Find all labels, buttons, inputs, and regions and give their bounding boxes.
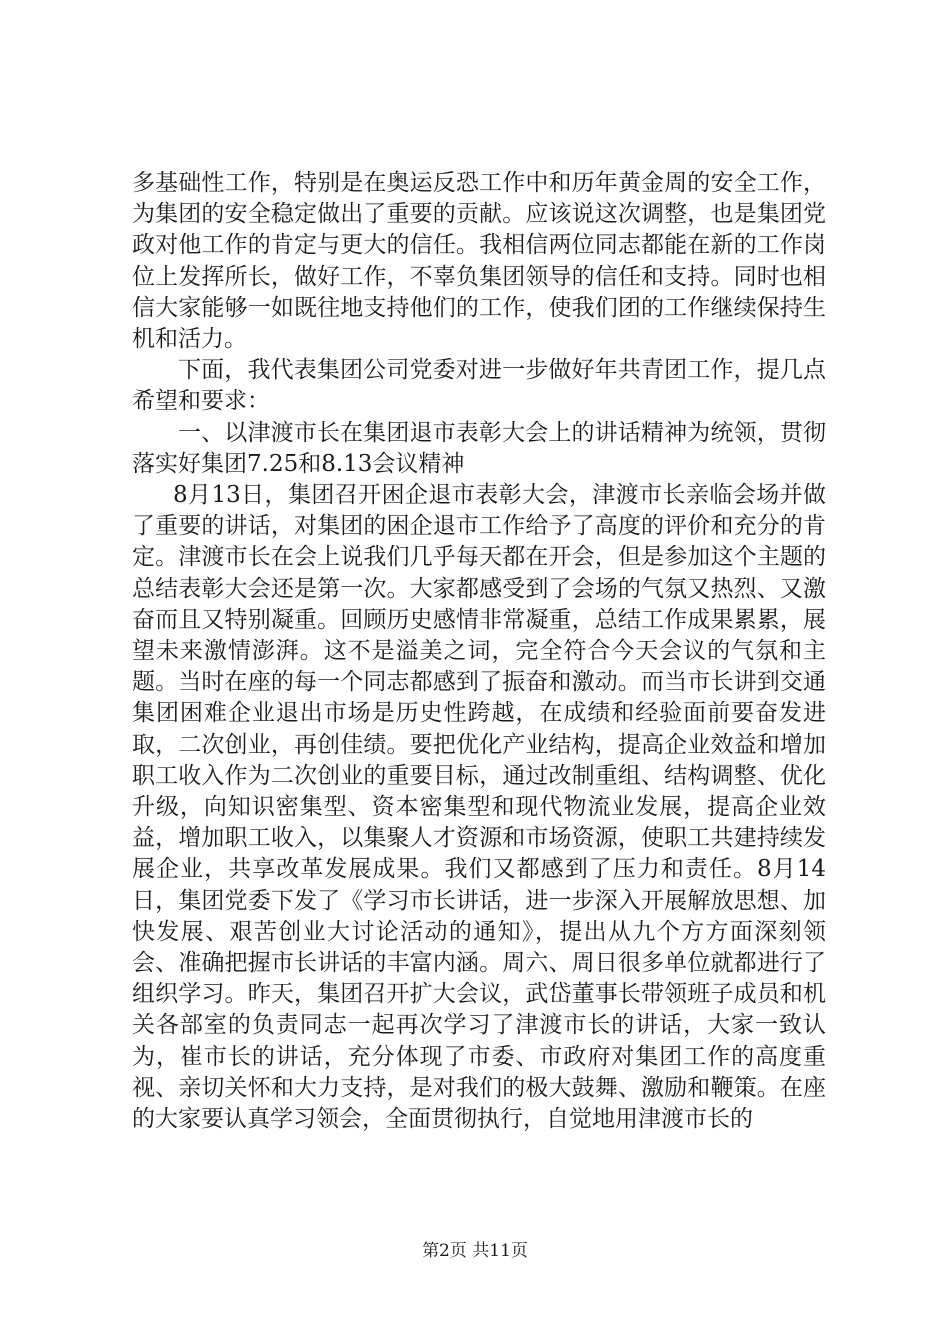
document-body [132,168,826,1135]
paragraph-intro-requirements: 下面，我代表集团公司党委对进一步做好年共青团工作，提几点希望和要求： [132,357,826,415]
page-number-footer: 第2页 共11页 [422,1241,528,1261]
section-heading-1: 一、以津渡市长在集团退市表彰大会上的讲话精神为统领，贯彻落实好集团7.25和8.13会议精神 [132,419,826,477]
paragraph-meeting-summary: 8月13日，集团召开困企退市表彰大会，津渡市长亲临会场并做了重要的讲话，对集团的困企退市工作给予了高度的评价和充分的肯定。津渡市长在会上说我们几乎每天都在开会，但是参加这个主题的总结表彰大会还是第一次。大家都感受到了会场的气氛又热烈、又激奋而且又特别凝重。回顾历史感情非常凝重，总结工作成果累累，展望未来激情澎湃。这不是溢美之词，完全符合今天会议的气氛和主题。当时在座的每一个同志都感到了振奋和激动。而当市长讲到交通集团困难企业退出市场是历史性跨越，在成绩和经验面前要奋发进取，二次创业，再创佳绩。要把优化产业结构，提高企业效益和增加职工收入作为二次创业的重要目标，通过改制重组、结构调整、优化升级，向知识密集型、资本密集型和现代物流业发展，提高企业效益，增加职工收入，以集聚人才资源和市场资源，使职工共建持续发展企业，共享改革发展成果。我们又都感到了压力和责任。8月14日，集团党委下发了《学习市长讲话，进一步深入开展解放思想、加快发展、艰苦创业大讨论活动的通知》，提出从九个方方面深刻领会、准确把握市长讲话的丰富内涵。周六、周日很多单位就都进行了组织学习。昨天，集团召开扩大会议，武岱董事长带领班子成员和机关各部室的负责同志一起再次学习了津渡市长的讲话，大家一致认为，崔市长的讲话，充分体现了市委、市政府对集团工作的高度重视、亲切关怀和大力支持，是对我们的极大鼓舞、激励和鞭策。在座的大家要认真学习领会，全面贯彻执行，自觉地用津渡市长的 [132,482,826,1133]
paragraph-continued: 多基础性工作，特别是在奥运反恐工作中和历年黄金周的安全工作，为集团的安全稳定做出了重要的贡献。应该说这次调整，也是集团党政对他工作的肯定与更大的信任。我相信两位同志都能在新的工作岗位上发挥所长，做好工作，不辜负集团领导的信任和支持。同时也相信大家能够一如既往地支持他们的工作，使我们团的工作继续保持生机和活力。 [132,170,826,353]
